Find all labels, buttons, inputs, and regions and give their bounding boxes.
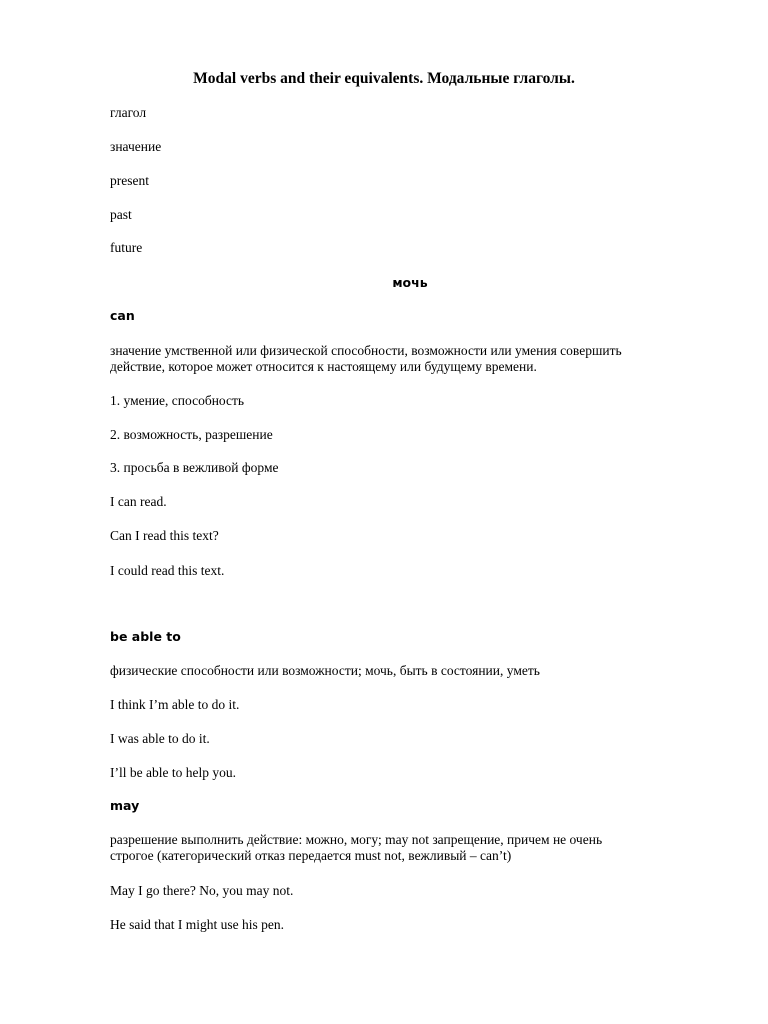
section-heading-be-able-to: be able to [110, 629, 181, 644]
be-able-example-1: I think I’m able to do it. [110, 697, 240, 712]
header-verb: глагол [110, 105, 147, 120]
header-past: past [110, 207, 132, 222]
may-description-line-2: строгое (категорический отказ передается must not, вежливый – can’t) [110, 848, 512, 863]
may-example-2: He said that I might use his pen. [110, 917, 284, 932]
can-example-2: Can I read this text? [110, 528, 219, 543]
section-heading-can: can [110, 308, 135, 323]
can-item-2: 2. возможность, разрешение [110, 427, 273, 442]
be-able-description: физические способности или возможности; мочь, быть в состоянии, уметь [110, 663, 540, 678]
may-example-1: May I go there? No, you may not. [110, 883, 294, 898]
document-title: Modal verbs and their equivalents. Модальные глаголы. [193, 70, 575, 87]
be-able-example-3: I’ll be able to help you. [110, 765, 236, 780]
header-meaning: значение [110, 139, 162, 154]
can-example-1: I can read. [110, 494, 167, 509]
can-item-1: 1. умение, способность [110, 393, 245, 408]
header-present: present [110, 173, 149, 188]
header-future: future [110, 240, 143, 255]
section-heading-may: may [110, 798, 140, 813]
may-description [110, 832, 710, 864]
can-description-line-2: действие, которое может относится к настоящему или будущему времени. [110, 359, 537, 374]
can-item-3: 3. просьба в вежливой форме [110, 460, 279, 475]
can-description-line-1: значение умственной или физической способности, возможности или умения совершить [110, 343, 622, 358]
section-heading-moch: мочь [392, 275, 428, 290]
can-description [110, 343, 710, 375]
can-example-3: I could read this text. [110, 563, 225, 578]
may-description-line-1: разрешение выполнить действие: можно, могу; may not запрещение, причем не очень [110, 832, 603, 847]
be-able-example-2: I was able to do it. [110, 731, 210, 746]
